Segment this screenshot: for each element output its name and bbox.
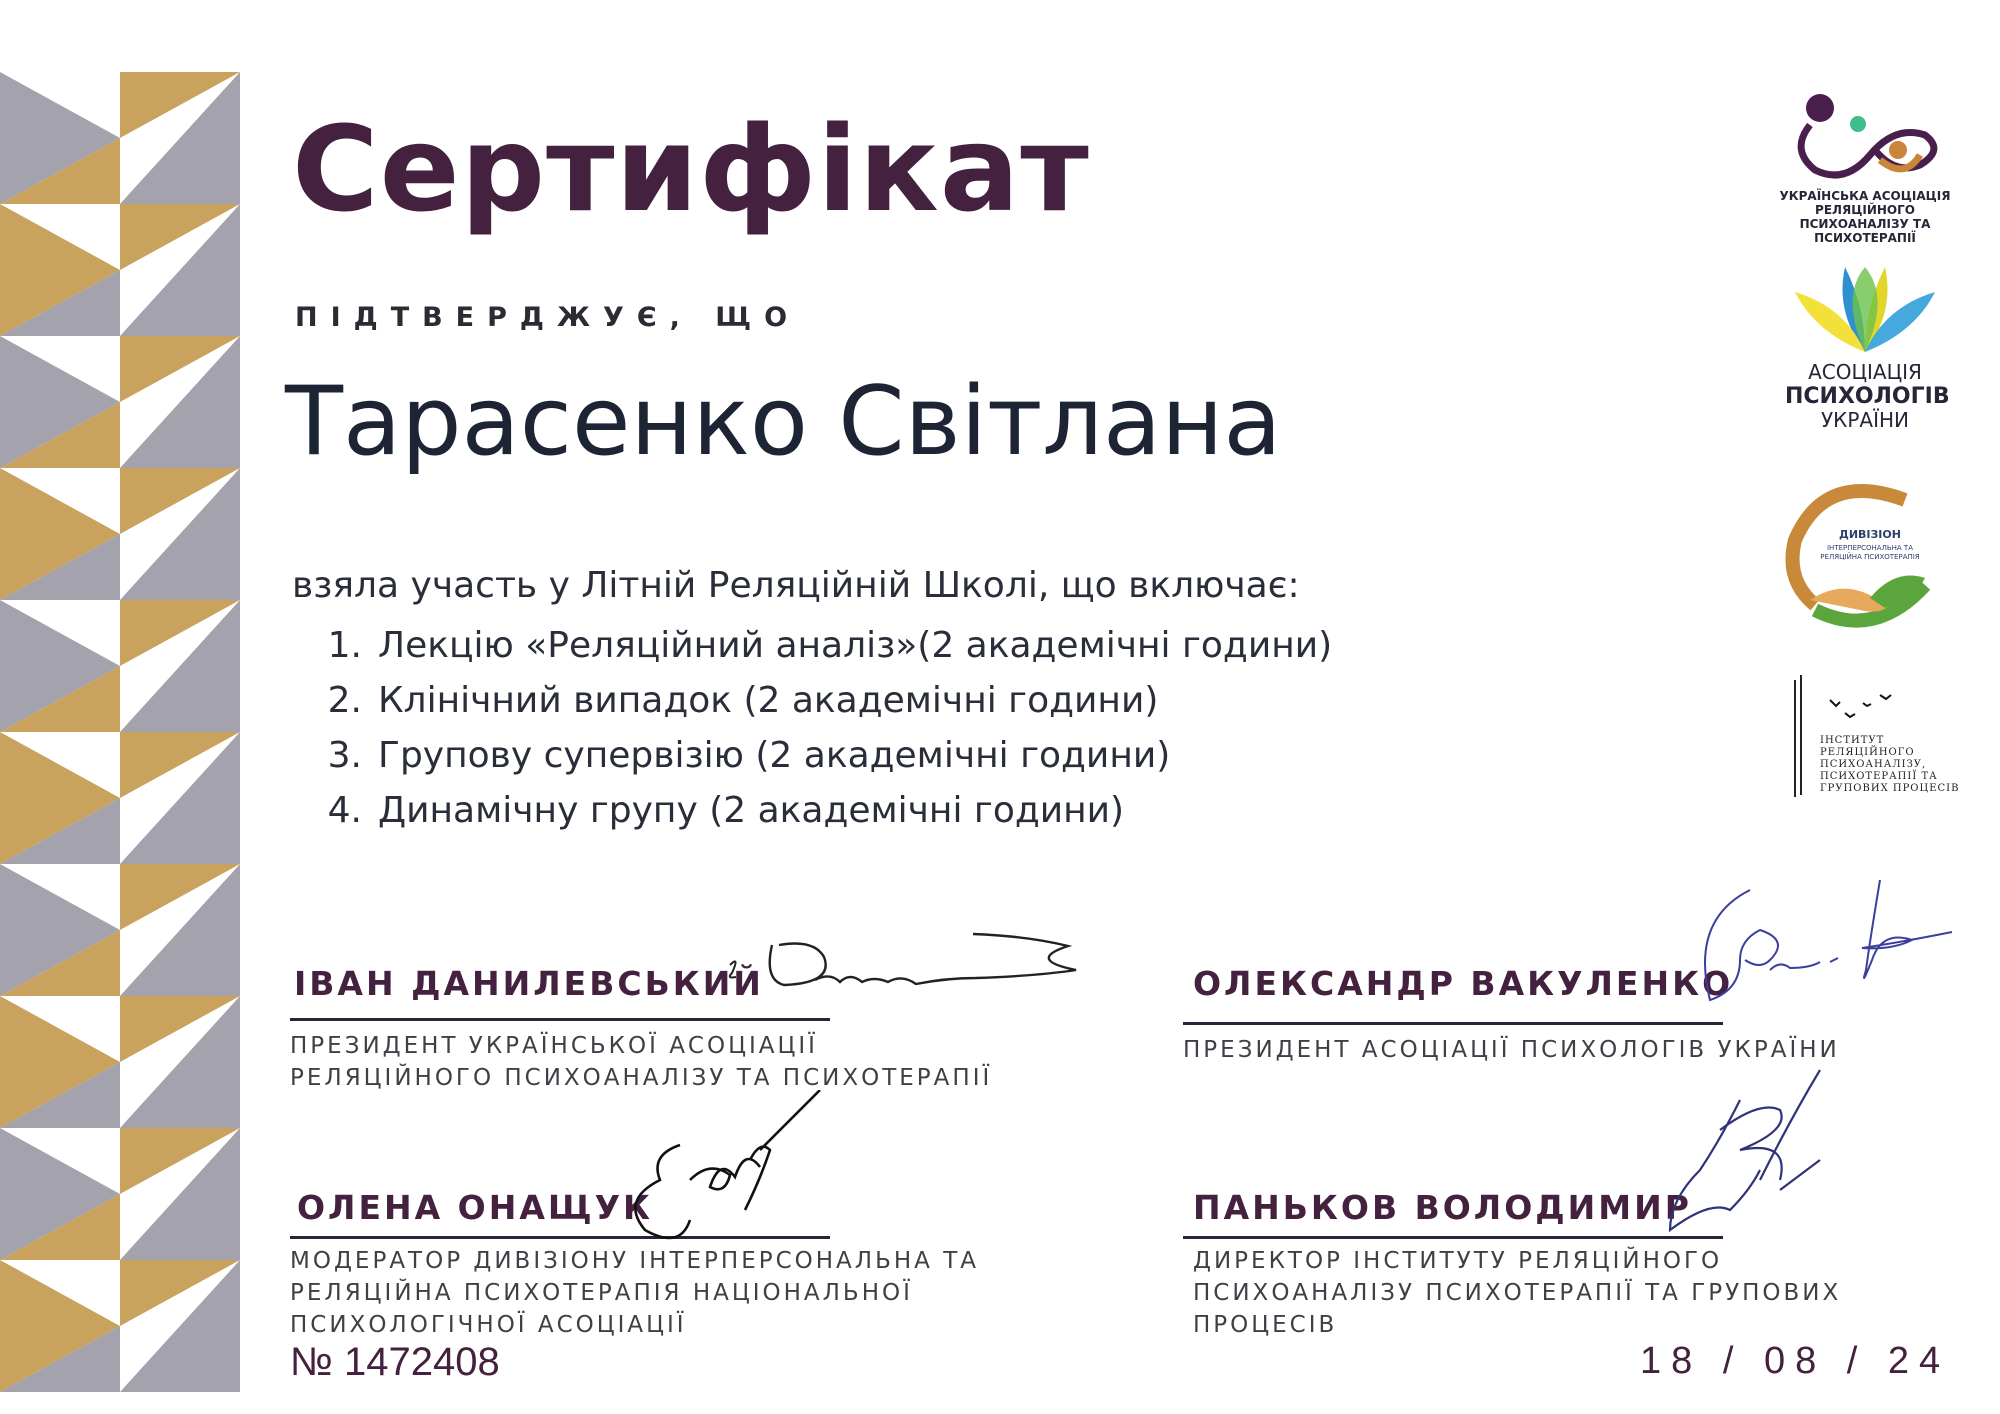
chevron-border-decoration [0, 72, 240, 1392]
recipient-name: Тарасенко Світлана [285, 367, 1282, 477]
signatory-name: ПАНЬКОВ ВОЛОДИМИР [1193, 1188, 1692, 1227]
signatory-name: ІВАН ДАНИЛЕВСЬКИЙ [294, 964, 764, 1003]
participation-intro: взяла участь у Літній Реляційній Школі, що включає: [292, 565, 1300, 606]
signatory-role: МОДЕРАТОР ДИВІЗІОНУ ІНТЕРПЕРСОНАЛЬНА ТА РЕЛЯЦІЙНА ПСИХОТЕРАПІЯ НАЦІОНАЛЬНОЇ ПСИХОЛОГІЧНОЇ АСОЦІАЦІЇ [290, 1248, 979, 1338]
signature-image [620, 1090, 840, 1260]
signature-line [1183, 1236, 1723, 1239]
psychologists-association-logo: АСОЦІАЦІЯ ПСИХОЛОГІВ УКРАЇНИ [1785, 262, 1945, 432]
confirms-subtitle: ПІДТВЕРДЖУЄ, ЩО [295, 302, 801, 333]
list-item: 1. Лекцію «Реляційний аналіз»(2 академічні години) [327, 625, 1333, 666]
list-item: 2. Клінічний випадок (2 академічні години) [327, 680, 1159, 721]
infinity-figure-icon [1760, 90, 1970, 185]
division-logo: ДИВІЗІОН ІНТЕРПЕРСОНАЛЬНА ТА РЕЛЯЦІЙНА ПСИХОТЕРАПІЯ [1785, 480, 1945, 640]
signatory-role: ПРЕЗИДЕНТ АСОЦІАЦІЇ ПСИХОЛОГІВ УКРАЇНИ [1183, 1037, 1840, 1063]
ua-relational-association-logo: УКРАЇНСЬКА АСОЦІАЦІЯ РЕЛЯЦІЙНОГО ПСИХОАНАЛІЗУ ТА ПСИХОТЕРАПІЇ [1760, 90, 1970, 245]
signature-image [1690, 870, 1960, 1020]
activity-list [300, 618, 1332, 838]
signature-line [290, 1018, 830, 1021]
signature-image [1660, 1060, 1840, 1240]
certificate-title: Сертифікат [292, 100, 1090, 238]
certificate-number: № 1472408 [290, 1340, 500, 1384]
list-item: 4. Динамічну групу (2 академічні години) [327, 790, 1125, 831]
signature-image [720, 900, 1140, 1010]
list-item: 3. Групову супервізію (2 академічні години) [327, 735, 1171, 776]
signature-line [1183, 1022, 1723, 1025]
signatory-name: ОЛЕКСАНДР ВАКУЛЕНКО [1193, 964, 1734, 1003]
institute-logo: ІНСТИТУТ РЕЛЯЦІЙНОГО ПСИХОАНАЛІЗУ, ПСИХОТЕРАПІЇ ТА ГРУПОВИХ ПРОЦЕСІВ [1785, 675, 1975, 800]
signatory-role: ПРЕЗИДЕНТ УКРАЇНСЬКОЇ АСОЦІАЦІЇ РЕЛЯЦІЙНОГО ПСИХОАНАЛІЗУ ТА ПСИХОТЕРАПІЇ [290, 1033, 993, 1091]
signatory-role: ДИРЕКТОР ІНСТИТУТУ РЕЛЯЦІЙНОГО ПСИХОАНАЛІЗУ ПСИХОТЕРАПІЇ ТА ГРУПОВИХ ПРОЦЕСІВ [1193, 1248, 1842, 1338]
signatory-name: ОЛЕНА ОНАЩУК [297, 1188, 654, 1227]
lotus-leaves-icon [1785, 262, 1945, 357]
certificate-date: 18 / 08 / 24 [1640, 1340, 1951, 1382]
